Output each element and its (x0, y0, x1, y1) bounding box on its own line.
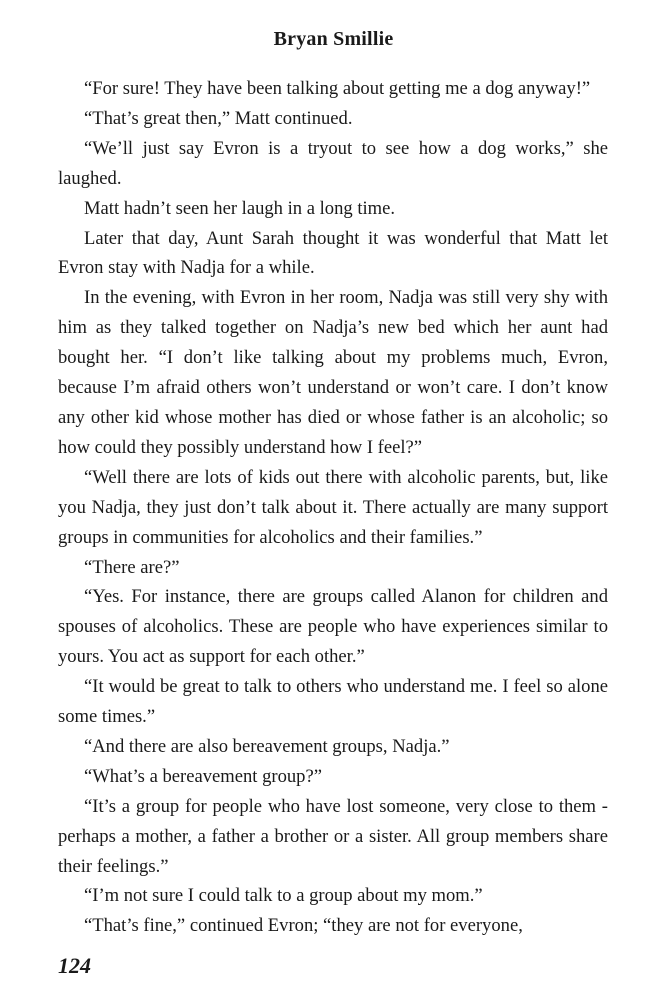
paragraph: “That’s great then,” Matt continued. (84, 107, 353, 129)
paragraph: “There are?” (84, 556, 180, 578)
paragraph: “I’m not sure I could talk to a group about my mom.” (84, 885, 483, 907)
paragraph: “What’s a bereavement group?” (84, 765, 322, 787)
paragraph: “Yes. For instance, there are groups called Alanon for children and spouses of alcoholics. These are people who have experiences similar to yours. You act as support for each other.” (58, 586, 608, 668)
paragraph: “Well there are lots of kids out there with alcoholic parents, but, like you Nadja, they just don’t talk about it. There actually are many support groups in communities for alcoholics and their families.” (58, 466, 608, 548)
paragraph: “That’s fine,” continued Evron; “they are not for everyone, (84, 915, 523, 937)
paragraph: “It would be great to talk to others who understand me. I feel so alone some times.” (58, 676, 608, 728)
running-header: Bryan Smillie (273, 28, 394, 50)
page-number: 124 (58, 953, 91, 978)
paragraph: Matt hadn’t seen her laugh in a long time. (84, 197, 396, 219)
body-text (58, 74, 608, 941)
paragraph: In the evening, with Evron in her room, Nadja was still very shy with him as they talked together on Nadja’s new bed which her aunt had bought her. “I don’t like talking about my problems much, Evron, because I’m afraid others won’t understand or won’t care. I don’t know any other kid whose mother has died or whose father is an alcoholic; so how could they possibly understand how I feel?” (58, 287, 608, 458)
paragraph: “It’s a group for people who have lost someone, very close to them - perhaps a mother, a father a brother or a sister. All group members share their feelings.” (58, 795, 608, 877)
paragraph: “We’ll just say Evron is a tryout to see how a dog works,” she laughed. (58, 137, 608, 189)
paragraph: “And there are also bereavement groups, Nadja.” (84, 735, 450, 757)
paragraph: “For sure! They have been talking about getting me a dog anyway!” (84, 78, 591, 99)
paragraph: Later that day, Aunt Sarah thought it was wonderful that Matt let Evron stay with Nadja for a while. (58, 227, 608, 279)
